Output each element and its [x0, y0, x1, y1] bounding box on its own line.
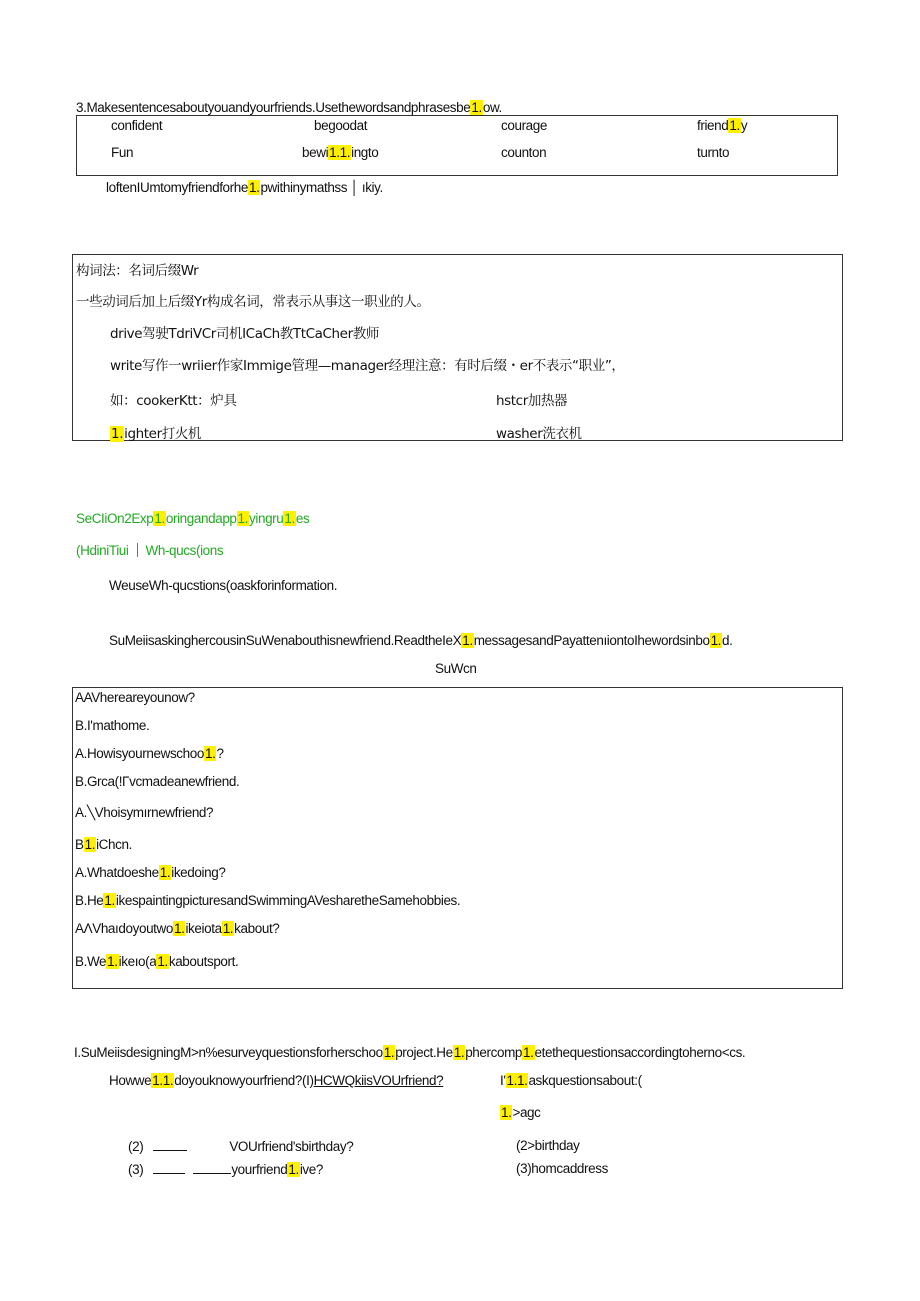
notes-item: (3)homcaddress [516, 1161, 608, 1176]
dialogue-line: AΛVhaıdoyoutwo1.ikeiota1.kabout? [75, 921, 280, 936]
wh-question-rule: WeuseWh-qucstions(oaskforinformation. [109, 578, 338, 593]
example-sentence: loftenIUmtomyfriendforhe1.pwithinymathss │ ıkiy. [106, 180, 383, 195]
word-item: counton [501, 145, 547, 160]
dialogue-line: A.Howisyournewschoo1.? [75, 746, 224, 761]
survey-question-1: Howwe1.1.doyouknowyourfriend?(I)HCWQkiisVOUrfriend? [109, 1073, 444, 1088]
word-item: Fun [111, 145, 134, 160]
notes-item: 1.>agc [501, 1105, 541, 1120]
word-item: begoodat [314, 118, 368, 133]
answer-blank[interactable] [193, 1161, 231, 1174]
notes-line: I'1.1.askquestionsabout:( [500, 1073, 642, 1088]
word-building-intro: 一些动词后加上后缀Yr构成名词，常表示从事这一职业的人。 [76, 294, 430, 310]
word-building-box [72, 254, 843, 441]
answer-blank[interactable] [153, 1161, 185, 1174]
word-example: hstcr加热器 [496, 393, 568, 409]
dialogue-line: B.Grca(!Γvcmadeanewfriend. [75, 774, 240, 789]
dialogue-line: AAVhereareyounow? [75, 690, 195, 705]
dialogue-line: B.I'mathome. [75, 718, 150, 733]
exercise-3-instruction: 3.Makesentencesaboutyouandyourfriends.Usethewordsandphrasesbe1.ow. [76, 100, 502, 115]
word-example: 1.ighter打火机 [111, 426, 202, 442]
dialogue-line: A.Whatdoeshe1.ikedoing? [75, 865, 226, 880]
dialogue-line: A.╲Vhoisymırnewfriend? [75, 805, 214, 820]
dialogue-line: B.We1.ikeıo(a1.kaboutsport. [75, 954, 239, 969]
word-item: bewi1.1.ingto [302, 145, 379, 160]
word-building-line: write写作一wriier作家Immige管理—manager经理注意：有时后缀・er不表示“职业”， [110, 358, 625, 374]
word-building-line: drive驾驶TdriVCr司机ICaCh教TtCaCher教师 [110, 326, 379, 342]
notes-item: (2>birthday [516, 1138, 580, 1153]
word-building-title: 构词法：名词后缀Wr [76, 263, 199, 279]
survey-question-3: (3) yourfriend1.ive? [128, 1162, 323, 1177]
word-item: turnto [697, 145, 730, 160]
section-2-subheading: (HdiniTiui Wh-qucs(ions [76, 543, 224, 558]
word-example: washer洗衣机 [496, 426, 582, 442]
exercise-1-instruction: I.SuMeiisdesigningM>n%esurveyquestionsforherschoo1.project.He1.phercomp1.etethequestionsaccordingtoherno<cs. [74, 1045, 746, 1060]
word-item: confident [111, 118, 163, 133]
dialogue-box [72, 687, 843, 989]
word-item: friend1.y [697, 118, 748, 133]
word-example: 如：cookerKtt：炉具 [110, 393, 237, 409]
reading-instruction: SuMeiisaskinghercousinSuWenabouthisnewfriend.ReadtheIeX1.messagesandPayattenıiontoIhewordsinbo1.d. [109, 633, 733, 648]
dialogue-line: B.He1.ikespaintingpicturesandSwimmingAVesharetheSamehobbies. [75, 893, 461, 908]
section-2-heading: SeCIiOn2Exp1.oringandapp1.yingru1.es [76, 511, 310, 526]
dialogue-caption: SuWcn [435, 661, 477, 676]
dialogue-line: B1.iChcn. [75, 837, 132, 852]
word-item: courage [501, 118, 547, 133]
survey-question-2: (2) VOUrfriend'sbirthday? [128, 1139, 354, 1154]
word-box [76, 115, 838, 176]
answer-blank[interactable] [153, 1138, 187, 1151]
